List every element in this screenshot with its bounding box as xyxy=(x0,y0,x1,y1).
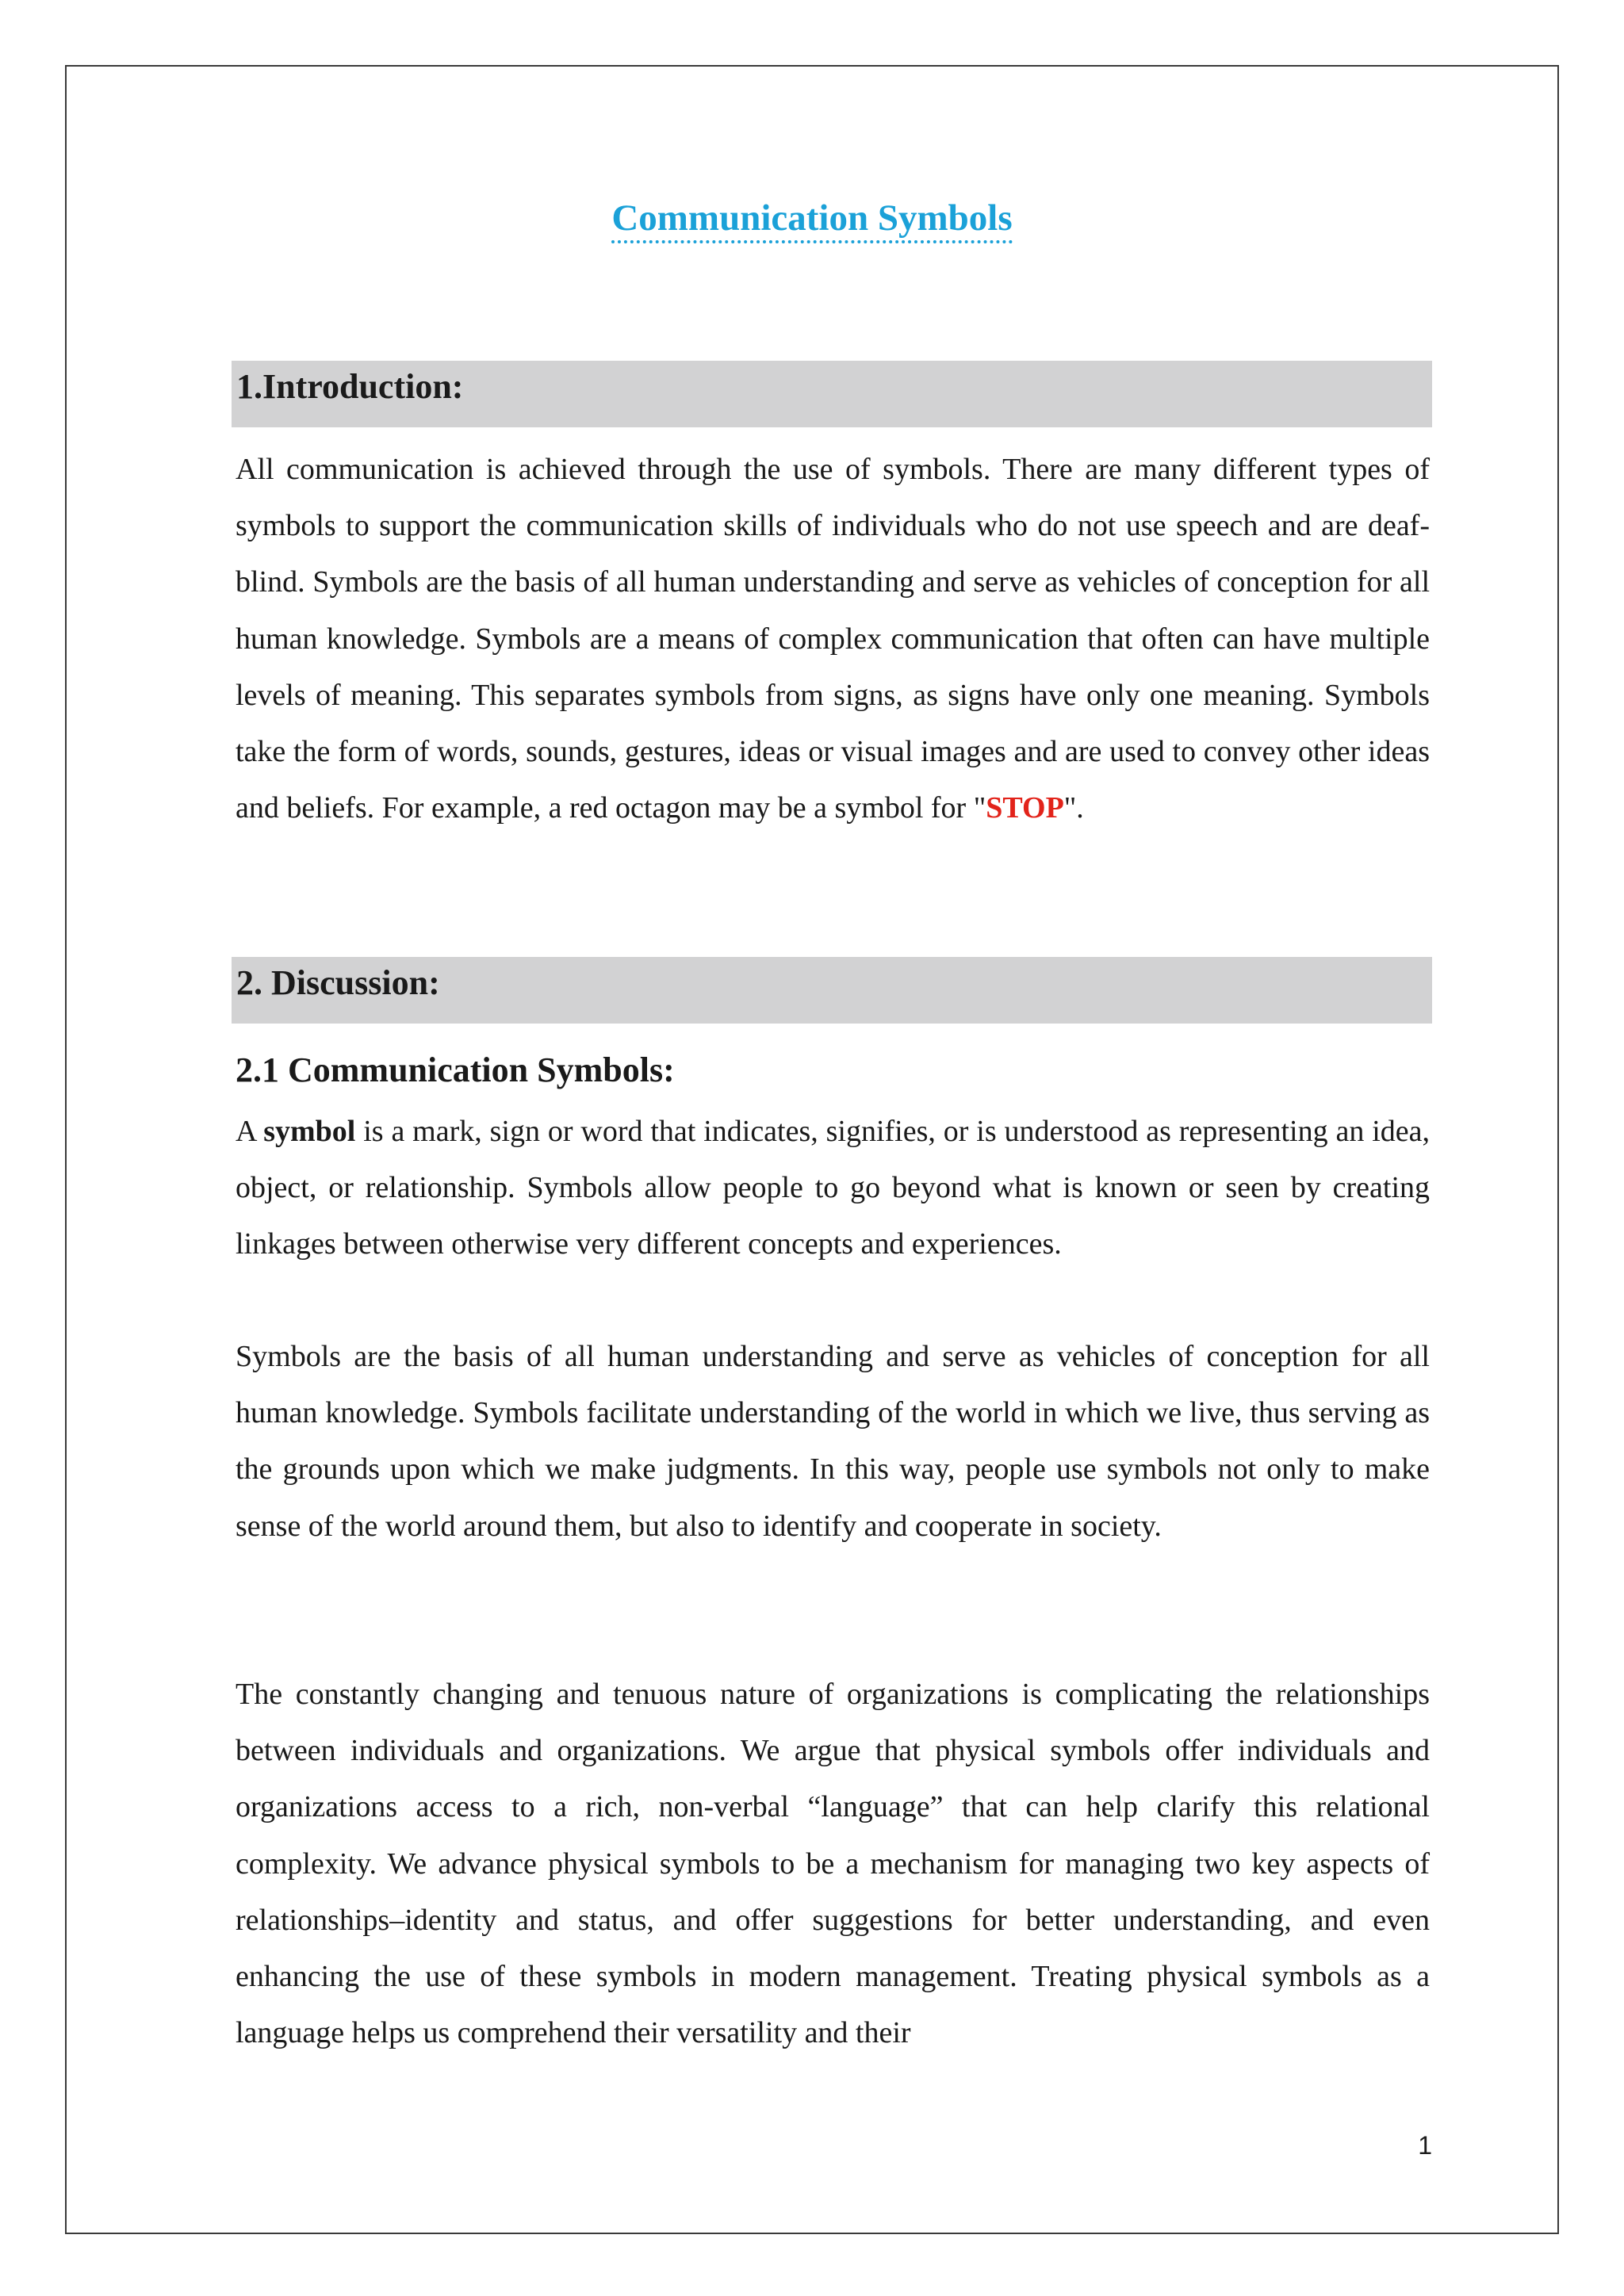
discussion-paragraph-3: The constantly changing and tenuous nature of organizations is complicating the relationships between individuals and organizations. We argue that physical symbols offer individuals and organizations access to a rich, non-verbal “language” that can help clarify this relational complexity. We advance physical symbols to be a mechanism for managing two key aspects of relationships–identity and status, and offer suggestions for better understanding, and even enhancing the use of these symbols in modern management. Treating physical symbols as a language helps us comprehend their versatility and their xyxy=(236,1678,1430,2050)
document-title-text: Communication Symbols xyxy=(611,197,1012,243)
page-number: 1 xyxy=(1418,2131,1432,2160)
introduction-text-end: ". xyxy=(1063,791,1084,825)
document-title xyxy=(0,190,1624,246)
introduction-paragraph xyxy=(236,442,1430,836)
stop-word: STOP xyxy=(986,791,1064,825)
introduction-text: All communication is achieved through the use of symbols. There are many different types of symbols to support the communication skills of individuals who do not use speech and are deaf-blind. Symbols are the basis of all human understanding and serve as vehicles of conception for all human knowledge. Symbols are a means of complex communication that often can have multiple levels of meaning. This separates symbols from signs, as signs have only one meaning. Symbols take the form of words, sounds, gestures, ideas or visual images and are used to convey other ideas and beliefs. For example, a red octagon may be a symbol for " xyxy=(236,453,1430,825)
discussion-paragraph-2: Symbols are the basis of all human understanding and serve as vehicles of conception for all human knowledge. Symbols facilitate understanding of the world in which we live, thus serving as the grounds upon which we make judgments. In this way, people use symbols not only to make sense of the world around them, but also to identify and cooperate in society. xyxy=(236,1340,1430,1543)
section-heading-introduction: 1.Introduction: xyxy=(232,361,1432,427)
subsection-heading-communication-symbols: 2.1 Communication Symbols: xyxy=(236,1050,675,1089)
discussion-paragraph-1 xyxy=(236,1104,1430,1273)
term-symbol: symbol xyxy=(263,1115,356,1148)
section-heading-discussion: 2. Discussion: xyxy=(232,957,1432,1024)
paragraph-1-prefix: A xyxy=(236,1115,264,1148)
paragraph-1-text: is a mark, sign or word that indicates, signifies, or is understood as representing an idea, object, or relationship. Symbols allow people to go beyond what is known or seen by creating linkages between otherwise very different concepts and experiences. xyxy=(236,1115,1430,1261)
